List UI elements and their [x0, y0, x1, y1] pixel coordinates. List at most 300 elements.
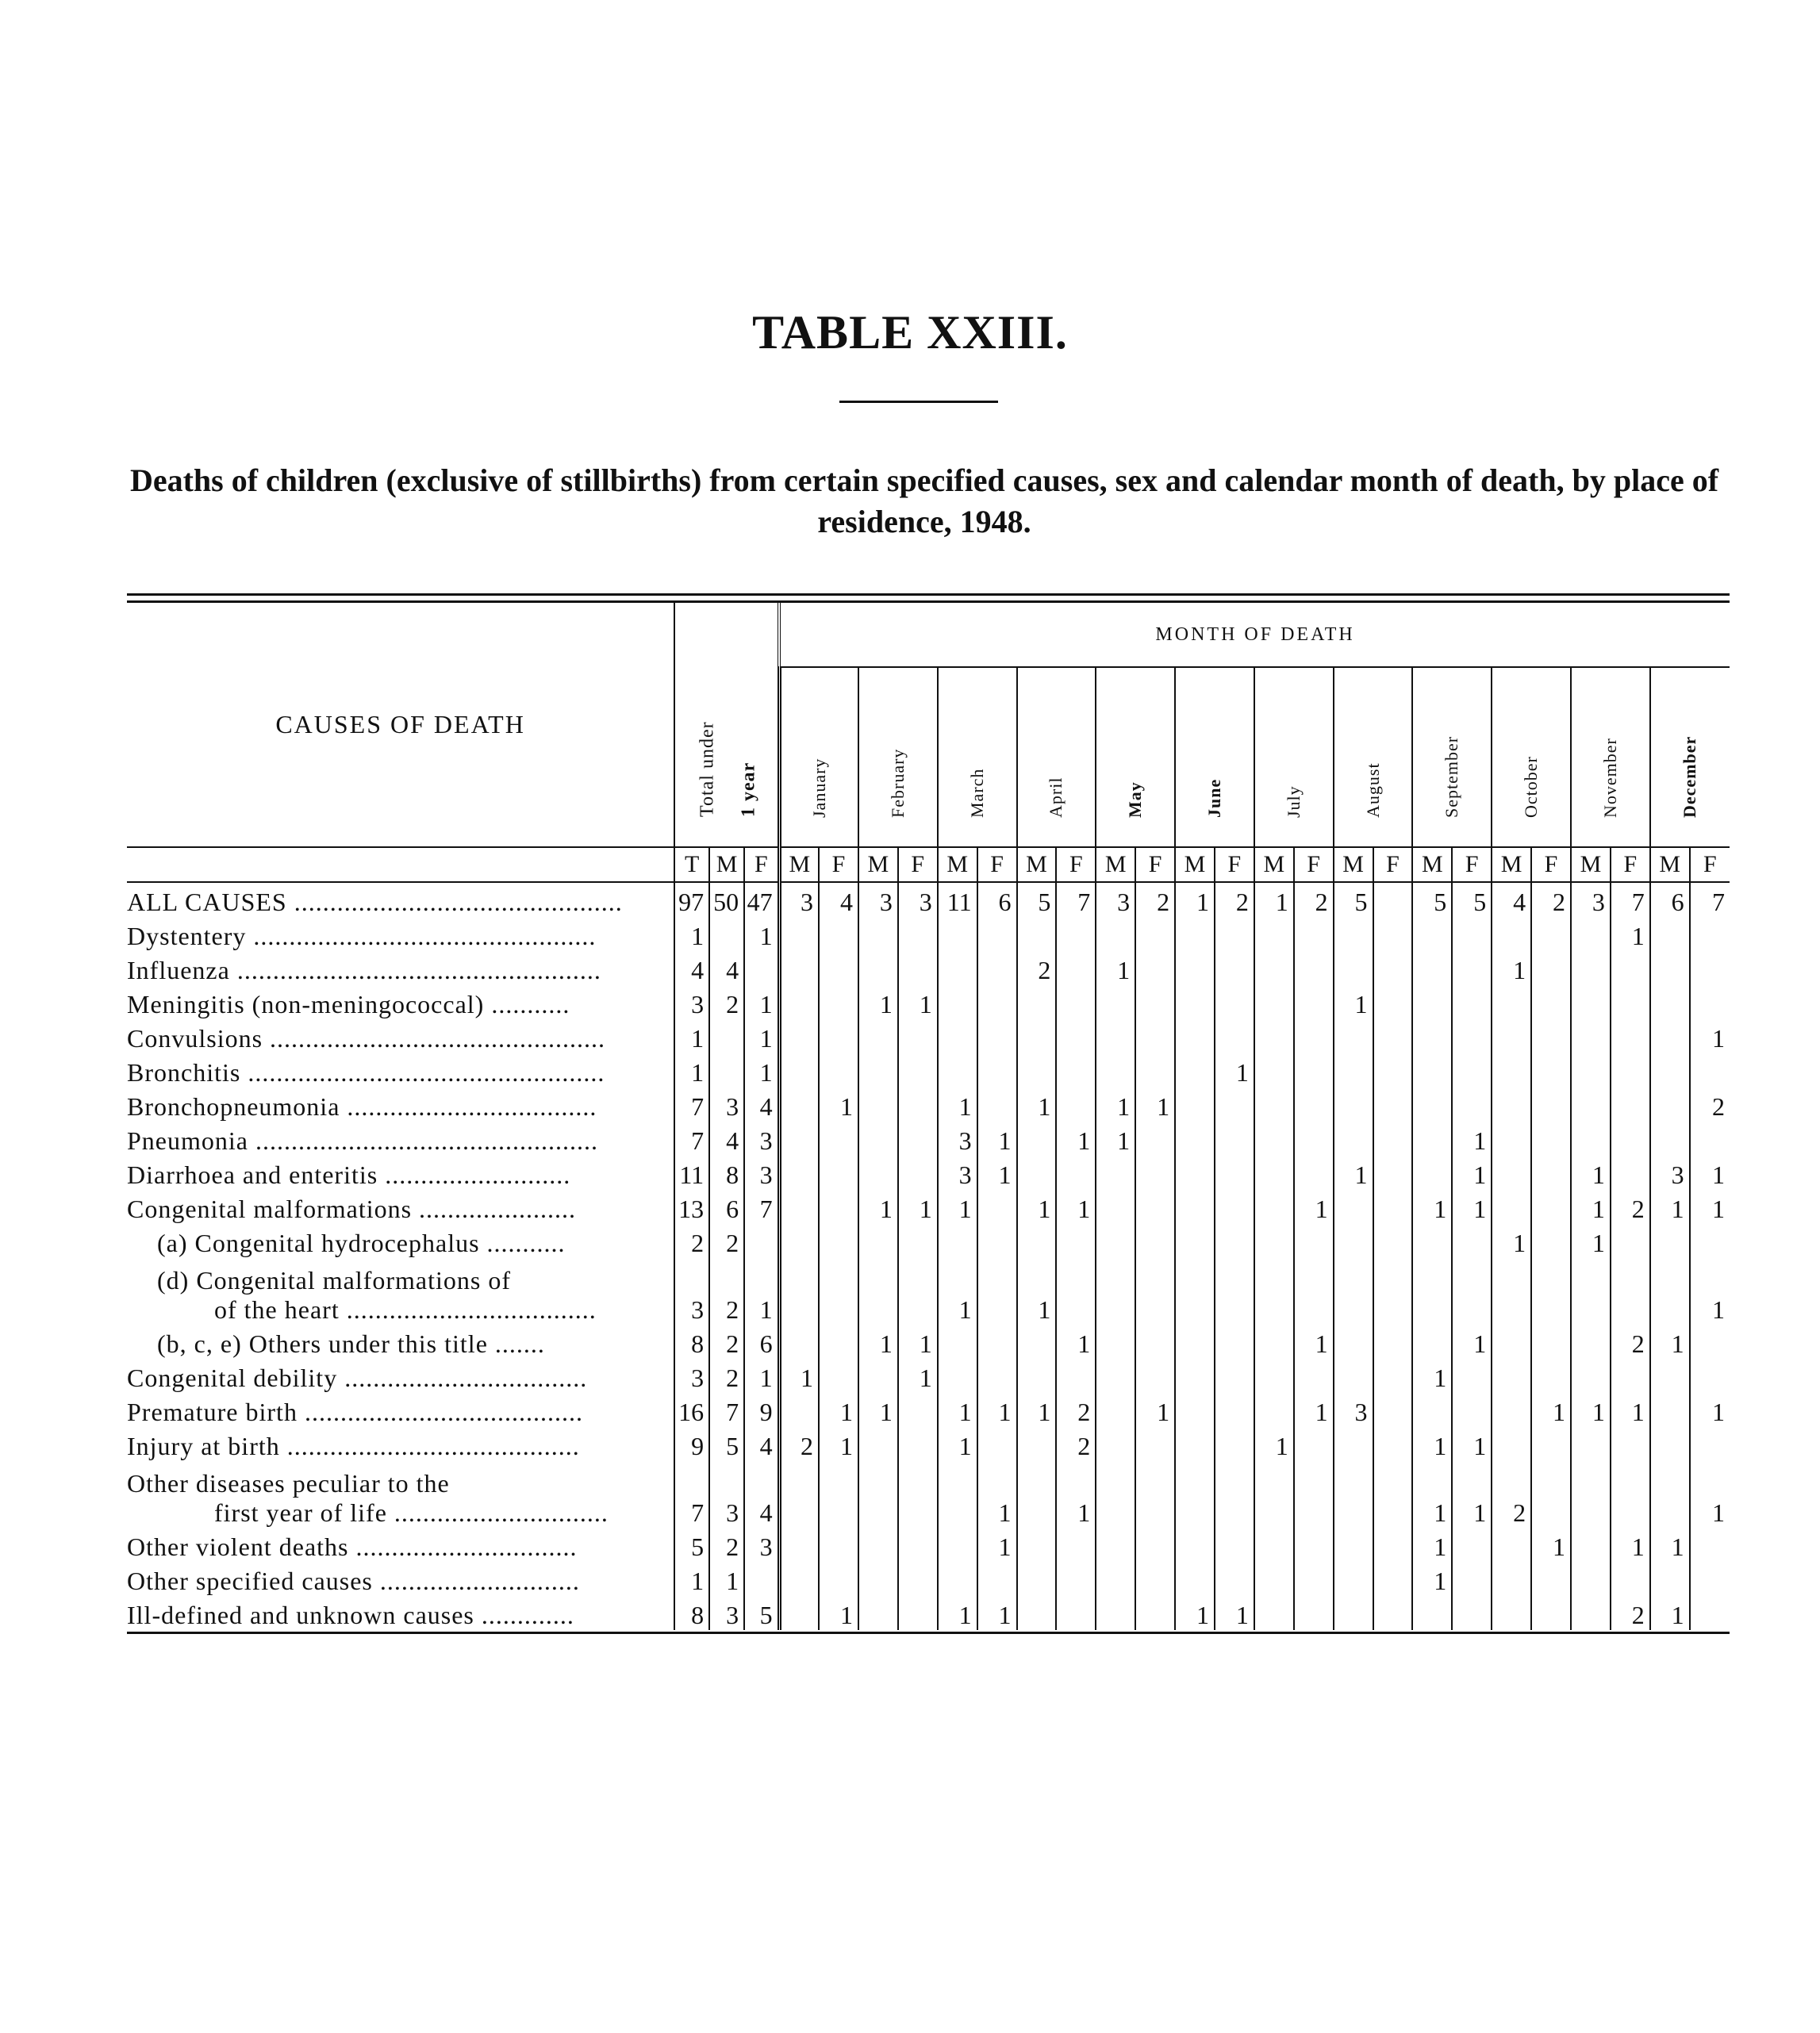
- month-cell-august-f: [1373, 1053, 1413, 1087]
- month-cell-june-m: [1175, 1393, 1215, 1427]
- cause-cell: [127, 882, 674, 917]
- total-m-cell: 6: [709, 1190, 744, 1224]
- total-f-cell: 3: [744, 1156, 779, 1190]
- month-cell-july-f: 1: [1294, 1393, 1334, 1427]
- month-cell-june-m: [1175, 917, 1215, 951]
- month-cell-june-f: [1215, 917, 1254, 951]
- month-cell-january-f: [819, 1122, 858, 1156]
- month-cell-march-f: [977, 1087, 1017, 1122]
- month-cell-march-m: [938, 1224, 977, 1258]
- month-cell-november-m: [1571, 1258, 1611, 1325]
- month-cell-may-f: [1135, 1427, 1175, 1461]
- month-cell-june-m: [1175, 1359, 1215, 1393]
- month-cell-september-f: 1: [1452, 1156, 1492, 1190]
- month-cell-august-f: [1373, 1258, 1413, 1325]
- month-cell-february-f: 1: [898, 1190, 938, 1224]
- month-cell-may-m: [1096, 1258, 1135, 1325]
- month-cell-november-f: [1611, 1122, 1650, 1156]
- month-cell-october-m: [1492, 1325, 1531, 1359]
- month-cell-august-f: [1373, 1190, 1413, 1224]
- month-label-october: October: [1521, 756, 1542, 818]
- month-cell-june-m: [1175, 1528, 1215, 1562]
- month-label-november: November: [1599, 738, 1620, 818]
- month-cell-september-m: [1412, 951, 1452, 985]
- month-cell-april-f: 2: [1056, 1393, 1096, 1427]
- month-cell-january-m: [779, 1562, 819, 1596]
- month-cell-august-m: [1334, 1224, 1373, 1258]
- month-cell-april-m: [1017, 985, 1057, 1019]
- total-f-cell: 1: [744, 985, 779, 1019]
- month-cell-december-f: [1690, 1562, 1730, 1596]
- month-cell-april-m: [1017, 1122, 1057, 1156]
- month-cell-february-m: [858, 1122, 898, 1156]
- month-cell-may-f: [1135, 917, 1175, 951]
- month-cell-november-m: [1571, 917, 1611, 951]
- month-cell-may-m: [1096, 917, 1135, 951]
- month-cell-july-f: [1294, 951, 1334, 985]
- month-cell-august-m: 1: [1334, 1156, 1373, 1190]
- month-cell-november-f: 7: [1611, 882, 1650, 917]
- month-cell-august-m: [1334, 1087, 1373, 1122]
- table-row: [127, 1087, 1730, 1122]
- month-cell-february-f: [898, 1224, 938, 1258]
- cause-cell: [127, 1562, 674, 1596]
- month-cell-february-f: [898, 1393, 938, 1427]
- table-row: [127, 1528, 1730, 1562]
- cause-label: Bronchopneumonia ...................................: [127, 1092, 597, 1121]
- month-cell-august-f: [1373, 1528, 1413, 1562]
- month-cell-november-f: 2: [1611, 1190, 1650, 1224]
- one-year-label: 1 year: [738, 761, 759, 817]
- month-cell-november-f: [1611, 985, 1650, 1019]
- month-cell-october-m: [1492, 1528, 1531, 1562]
- month-cell-april-f: [1056, 1053, 1096, 1087]
- month-cell-august-m: [1334, 1190, 1373, 1224]
- month-cell-september-m: [1412, 1393, 1452, 1427]
- total-t-cell: 1: [674, 1053, 709, 1087]
- month-cell-december-m: [1650, 1019, 1690, 1053]
- cause-cell: [127, 1019, 674, 1053]
- sub-october-m: M: [1492, 847, 1531, 882]
- month-label-january: January: [808, 758, 829, 818]
- sub-cause-blank: [127, 847, 674, 882]
- month-cell-october-f: 1: [1531, 1393, 1571, 1427]
- month-cell-january-m: [779, 1019, 819, 1053]
- month-header-march: [938, 667, 1017, 847]
- table-row: [127, 951, 1730, 985]
- month-cell-june-f: [1215, 1427, 1254, 1461]
- cause-cell: [127, 1053, 674, 1087]
- sub-april-f: F: [1056, 847, 1096, 882]
- cause-label: Convulsions ...............................................: [127, 1024, 606, 1053]
- month-cell-july-f: [1294, 1156, 1334, 1190]
- month-cell-december-f: 1: [1690, 1019, 1730, 1053]
- sub-total-m: M: [709, 847, 744, 882]
- month-cell-april-f: [1056, 985, 1096, 1019]
- cause-cell: [127, 1461, 674, 1528]
- sub-may-f: F: [1135, 847, 1175, 882]
- month-cell-april-f: [1056, 1156, 1096, 1190]
- total-f-cell: 4: [744, 1087, 779, 1122]
- cause-label: Other specified causes ............................: [127, 1567, 580, 1595]
- cause-label: (d) Congenital malformations of: [157, 1266, 512, 1295]
- month-cell-february-m: [858, 917, 898, 951]
- month-cell-september-f: [1452, 1596, 1492, 1630]
- table-row: [127, 1393, 1730, 1427]
- month-cell-may-m: 1: [1096, 1087, 1135, 1122]
- cause-label: Premature birth .......................................: [127, 1398, 583, 1426]
- month-of-death-header: MONTH OF DEATH: [779, 603, 1730, 667]
- month-cell-october-m: 2: [1492, 1461, 1531, 1528]
- month-cell-november-m: 1: [1571, 1393, 1611, 1427]
- month-cell-august-m: [1334, 951, 1373, 985]
- month-cell-may-m: [1096, 985, 1135, 1019]
- month-cell-march-f: [977, 1562, 1017, 1596]
- month-cell-july-f: [1294, 1087, 1334, 1122]
- month-cell-december-f: [1690, 1528, 1730, 1562]
- month-cell-april-f: [1056, 1528, 1096, 1562]
- month-cell-february-f: [898, 1528, 938, 1562]
- month-cell-january-m: [779, 1156, 819, 1190]
- month-header-august: [1334, 667, 1413, 847]
- month-cell-january-m: [779, 1596, 819, 1630]
- month-cell-september-f: 1: [1452, 1190, 1492, 1224]
- month-cell-august-m: [1334, 1325, 1373, 1359]
- month-cell-july-f: [1294, 985, 1334, 1019]
- month-cell-november-m: [1571, 985, 1611, 1019]
- month-label-april: April: [1046, 777, 1066, 818]
- total-t-cell: 3: [674, 985, 709, 1019]
- cause-label: Pneumonia ................................................: [127, 1126, 598, 1155]
- month-cell-october-f: [1531, 1087, 1571, 1122]
- total-f-cell: 5: [744, 1596, 779, 1630]
- month-cell-august-f: [1373, 1393, 1413, 1427]
- month-cell-may-f: [1135, 1461, 1175, 1528]
- table-row: [127, 1122, 1730, 1156]
- month-header-january: [779, 667, 858, 847]
- month-cell-july-f: [1294, 1359, 1334, 1393]
- month-cell-october-m: [1492, 1087, 1531, 1122]
- month-cell-july-f: 1: [1294, 1190, 1334, 1224]
- month-cell-december-f: [1690, 917, 1730, 951]
- month-cell-july-f: 1: [1294, 1325, 1334, 1359]
- table-row: [127, 1427, 1730, 1461]
- month-cell-july-m: [1254, 1528, 1294, 1562]
- month-cell-september-f: [1452, 1087, 1492, 1122]
- month-cell-november-f: [1611, 1461, 1650, 1528]
- month-cell-march-f: [977, 1053, 1017, 1087]
- month-cell-march-f: [977, 1190, 1017, 1224]
- table-row: [127, 1596, 1730, 1630]
- month-cell-january-f: [819, 1053, 858, 1087]
- month-cell-march-m: 1: [938, 1427, 977, 1461]
- month-cell-october-m: [1492, 1122, 1531, 1156]
- sub-april-m: M: [1017, 847, 1057, 882]
- month-cell-november-m: [1571, 1596, 1611, 1630]
- month-cell-february-f: [898, 1461, 938, 1528]
- month-cell-february-f: [898, 1156, 938, 1190]
- month-cell-july-m: [1254, 1461, 1294, 1528]
- month-cell-december-m: [1650, 917, 1690, 951]
- month-cell-november-f: [1611, 1562, 1650, 1596]
- total-under-1-year-header: [674, 603, 779, 847]
- total-t-cell: 5: [674, 1528, 709, 1562]
- month-cell-march-m: 1: [938, 1393, 977, 1427]
- month-cell-february-m: [858, 1562, 898, 1596]
- month-cell-april-f: [1056, 1596, 1096, 1630]
- month-cell-may-m: [1096, 1528, 1135, 1562]
- month-cell-may-m: 1: [1096, 951, 1135, 985]
- table-row: [127, 1019, 1730, 1053]
- month-cell-march-m: [938, 985, 977, 1019]
- month-cell-january-m: [779, 1122, 819, 1156]
- month-cell-june-m: [1175, 1325, 1215, 1359]
- total-under-label: Total under: [697, 721, 718, 817]
- month-cell-march-f: [977, 1019, 1017, 1053]
- cause-label: Congenital malformations ......................: [127, 1195, 577, 1223]
- total-m-cell: 2: [709, 1528, 744, 1562]
- month-cell-december-m: [1650, 1122, 1690, 1156]
- month-cell-september-f: [1452, 951, 1492, 985]
- month-cell-october-m: [1492, 1596, 1531, 1630]
- deaths-table: [127, 603, 1730, 1630]
- month-cell-january-f: [819, 1528, 858, 1562]
- month-cell-december-m: 3: [1650, 1156, 1690, 1190]
- month-cell-september-f: [1452, 1258, 1492, 1325]
- total-f-cell: 1: [744, 1258, 779, 1325]
- month-cell-january-m: 1: [779, 1359, 819, 1393]
- total-f-cell: 3: [744, 1528, 779, 1562]
- month-cell-december-f: 1: [1690, 1393, 1730, 1427]
- month-cell-september-m: 1: [1412, 1427, 1452, 1461]
- total-t-cell: 4: [674, 951, 709, 985]
- month-cell-june-f: [1215, 1019, 1254, 1053]
- month-cell-january-m: [779, 1461, 819, 1528]
- cause-label: Other diseases peculiar to the: [127, 1469, 450, 1498]
- month-cell-june-f: [1215, 1325, 1254, 1359]
- table-subtitle: Deaths of children (exclusive of stillbirths) from certain specified causes, sex and calendar month of death, by place of residence, 1948.: [129, 462, 1719, 539]
- month-cell-february-m: [858, 1258, 898, 1325]
- month-cell-november-m: 1: [1571, 1156, 1611, 1190]
- month-cell-august-m: [1334, 1359, 1373, 1393]
- cause-cell: [127, 1427, 674, 1461]
- month-cell-march-f: 1: [977, 1156, 1017, 1190]
- month-cell-october-m: 1: [1492, 951, 1531, 985]
- month-cell-july-f: [1294, 1122, 1334, 1156]
- month-cell-april-f: 2: [1056, 1427, 1096, 1461]
- month-cell-october-m: [1492, 1019, 1531, 1053]
- month-cell-may-f: [1135, 1190, 1175, 1224]
- month-cell-january-m: [779, 1190, 819, 1224]
- month-cell-february-m: [858, 1359, 898, 1393]
- month-cell-march-m: 1: [938, 1596, 977, 1630]
- month-cell-june-f: [1215, 985, 1254, 1019]
- month-cell-january-m: 3: [779, 882, 819, 917]
- month-cell-november-m: 3: [1571, 882, 1611, 917]
- month-cell-january-f: [819, 1359, 858, 1393]
- month-cell-september-m: [1412, 1053, 1452, 1087]
- total-f-cell: 1: [744, 1053, 779, 1087]
- month-cell-june-m: [1175, 1156, 1215, 1190]
- month-cell-february-m: [858, 1528, 898, 1562]
- month-cell-february-f: 1: [898, 1359, 938, 1393]
- total-f-cell: 3: [744, 1122, 779, 1156]
- month-cell-october-f: [1531, 951, 1571, 985]
- month-cell-october-m: 4: [1492, 882, 1531, 917]
- month-cell-july-f: [1294, 1461, 1334, 1528]
- total-t-cell: 7: [674, 1087, 709, 1122]
- month-cell-may-f: [1135, 951, 1175, 985]
- total-m-cell: 7: [709, 1393, 744, 1427]
- cause-label: Diarrhoea and enteritis ..........................: [127, 1160, 571, 1189]
- cause-cell: [127, 917, 674, 951]
- month-cell-august-f: [1373, 1359, 1413, 1393]
- month-cell-december-m: 1: [1650, 1325, 1690, 1359]
- month-cell-september-m: [1412, 1596, 1452, 1630]
- month-header-july: [1254, 667, 1334, 847]
- month-cell-june-m: [1175, 1562, 1215, 1596]
- month-cell-august-f: [1373, 951, 1413, 985]
- month-cell-february-f: [898, 1122, 938, 1156]
- total-m-cell: [709, 1019, 744, 1053]
- month-cell-november-f: [1611, 1224, 1650, 1258]
- month-cell-october-f: [1531, 1019, 1571, 1053]
- month-cell-october-m: 1: [1492, 1224, 1531, 1258]
- month-cell-july-m: [1254, 1019, 1294, 1053]
- top-double-rule: [127, 593, 1730, 603]
- month-cell-december-f: 1: [1690, 1258, 1730, 1325]
- month-cell-september-f: [1452, 917, 1492, 951]
- month-header-september: [1412, 667, 1492, 847]
- month-cell-september-m: 1: [1412, 1461, 1452, 1528]
- month-cell-may-m: [1096, 1461, 1135, 1528]
- month-cell-july-f: [1294, 1258, 1334, 1325]
- month-cell-november-m: [1571, 1325, 1611, 1359]
- month-header-december: [1650, 667, 1730, 847]
- total-f-cell: [744, 1562, 779, 1596]
- month-cell-june-m: [1175, 1461, 1215, 1528]
- month-cell-april-m: [1017, 1359, 1057, 1393]
- month-cell-april-m: [1017, 1019, 1057, 1053]
- month-cell-february-m: 1: [858, 1325, 898, 1359]
- total-f-cell: 1: [744, 1359, 779, 1393]
- total-t-cell: 1: [674, 917, 709, 951]
- cause-label: Ill-defined and unknown causes .............: [127, 1601, 574, 1629]
- month-cell-september-m: [1412, 1019, 1452, 1053]
- cause-label: Injury at birth .........................................: [127, 1432, 580, 1460]
- month-cell-december-m: [1650, 985, 1690, 1019]
- total-t-cell: 13: [674, 1190, 709, 1224]
- month-cell-august-f: [1373, 1087, 1413, 1122]
- month-cell-december-m: 1: [1650, 1596, 1690, 1630]
- month-cell-february-f: [898, 917, 938, 951]
- month-cell-november-f: [1611, 1258, 1650, 1325]
- cause-cell: [127, 1122, 674, 1156]
- table-row: [127, 1325, 1730, 1359]
- month-cell-march-m: [938, 1359, 977, 1393]
- month-cell-july-m: [1254, 1087, 1294, 1122]
- month-cell-september-f: 1: [1452, 1461, 1492, 1528]
- month-cell-may-f: 1: [1135, 1087, 1175, 1122]
- month-cell-february-m: [858, 1053, 898, 1087]
- cause-cell: [127, 1156, 674, 1190]
- cause-cell: [127, 951, 674, 985]
- month-cell-july-m: [1254, 1359, 1294, 1393]
- month-cell-march-f: 1: [977, 1528, 1017, 1562]
- month-cell-november-f: [1611, 1427, 1650, 1461]
- month-cell-january-m: 2: [779, 1427, 819, 1461]
- month-cell-june-m: [1175, 1019, 1215, 1053]
- month-cell-may-f: 2: [1135, 882, 1175, 917]
- month-cell-august-m: [1334, 1427, 1373, 1461]
- month-cell-may-f: [1135, 1359, 1175, 1393]
- cause-label-continued: first year of life ..............................: [214, 1498, 609, 1527]
- sub-june-m: M: [1175, 847, 1215, 882]
- month-cell-march-f: 1: [977, 1461, 1017, 1528]
- month-cell-april-f: [1056, 1562, 1096, 1596]
- total-t-cell: 7: [674, 1122, 709, 1156]
- month-cell-january-m: [779, 1053, 819, 1087]
- month-cell-july-m: [1254, 1258, 1294, 1325]
- total-m-cell: 50: [709, 882, 744, 917]
- total-f-cell: 47: [744, 882, 779, 917]
- month-cell-january-m: [779, 917, 819, 951]
- sex-subheader-row: [127, 847, 1730, 882]
- month-cell-september-m: 1: [1412, 1528, 1452, 1562]
- month-cell-september-m: [1412, 1258, 1452, 1325]
- month-cell-september-f: [1452, 985, 1492, 1019]
- month-cell-august-m: [1334, 1122, 1373, 1156]
- month-cell-august-f: [1373, 882, 1413, 917]
- month-cell-august-f: [1373, 917, 1413, 951]
- month-cell-november-f: 2: [1611, 1325, 1650, 1359]
- month-cell-december-m: 1: [1650, 1528, 1690, 1562]
- month-cell-august-f: [1373, 1562, 1413, 1596]
- sub-august-m: M: [1334, 847, 1373, 882]
- total-t-cell: 16: [674, 1393, 709, 1427]
- total-f-cell: 1: [744, 917, 779, 951]
- total-t-cell: 9: [674, 1427, 709, 1461]
- month-cell-october-f: [1531, 1224, 1571, 1258]
- month-cell-february-m: 3: [858, 882, 898, 917]
- total-m-cell: 2: [709, 1359, 744, 1393]
- month-cell-october-f: [1531, 985, 1571, 1019]
- month-cell-june-f: [1215, 1528, 1254, 1562]
- month-cell-january-m: [779, 951, 819, 985]
- month-cell-march-m: [938, 917, 977, 951]
- month-cell-december-f: [1690, 985, 1730, 1019]
- month-cell-march-f: [977, 1325, 1017, 1359]
- month-cell-june-f: [1215, 1087, 1254, 1122]
- month-cell-june-m: 1: [1175, 882, 1215, 917]
- sub-december-m: M: [1650, 847, 1690, 882]
- month-cell-october-f: [1531, 1258, 1571, 1325]
- month-header-april: [1017, 667, 1096, 847]
- month-cell-april-m: [1017, 1427, 1057, 1461]
- month-cell-may-m: [1096, 1427, 1135, 1461]
- month-cell-april-m: 2: [1017, 951, 1057, 985]
- month-cell-september-f: 5: [1452, 882, 1492, 917]
- month-cell-october-f: [1531, 1122, 1571, 1156]
- sub-september-f: F: [1452, 847, 1492, 882]
- total-t-cell: 1: [674, 1019, 709, 1053]
- month-cell-may-f: [1135, 1562, 1175, 1596]
- month-cell-july-m: [1254, 1053, 1294, 1087]
- month-cell-october-m: [1492, 985, 1531, 1019]
- month-cell-march-f: [977, 1359, 1017, 1393]
- month-cell-july-f: [1294, 1019, 1334, 1053]
- month-cell-may-m: [1096, 1224, 1135, 1258]
